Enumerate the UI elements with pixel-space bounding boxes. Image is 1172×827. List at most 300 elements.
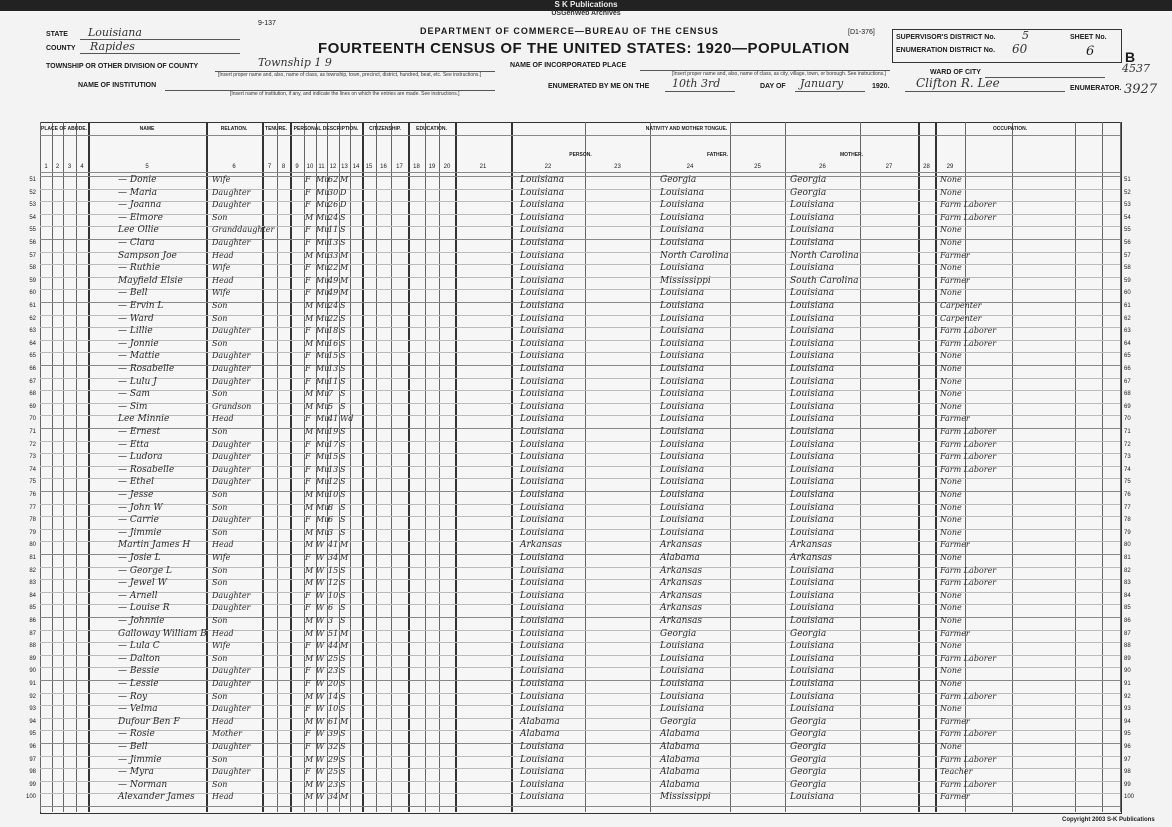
relation: Son	[212, 653, 228, 663]
mother-birthplace: Georgia	[790, 175, 827, 185]
race: W	[316, 729, 325, 739]
row-number-left: 74	[29, 466, 36, 473]
father-birthplace: Arkansas	[660, 578, 703, 589]
occupation: None	[940, 225, 962, 235]
sex: M	[305, 565, 314, 575]
relation: Daughter	[212, 187, 251, 197]
age: 23	[328, 666, 339, 676]
row-number-left: 69	[29, 403, 36, 410]
father-birthplace: Louisiana	[660, 200, 705, 211]
father-birthplace: Louisiana	[660, 212, 705, 223]
race: W	[316, 565, 325, 575]
mother-birthplace: Louisiana	[790, 490, 835, 500]
occupation: None	[940, 187, 962, 197]
ward-label: WARD OF CITY	[930, 69, 981, 76]
relation: Son	[212, 565, 228, 575]
marital-status: S	[340, 212, 346, 222]
nativity-subheading: PERSON.	[569, 152, 592, 158]
person-name: — Bell	[118, 288, 148, 299]
column-number: 28	[923, 164, 930, 170]
column-group-heading: OCCUPATION.	[992, 126, 1028, 132]
occupation: None	[940, 704, 962, 714]
father-birthplace: Georgia	[660, 628, 697, 639]
column-divider	[1120, 122, 1121, 812]
sex: F	[305, 590, 311, 600]
row-number-left: 87	[29, 630, 36, 637]
person-name: — Jonnie	[118, 338, 159, 349]
occupation: Farmer	[940, 628, 970, 638]
age: 49	[328, 288, 339, 298]
occupation: None	[940, 679, 962, 688]
row-number-right: 89	[1124, 655, 1131, 662]
race: Mu	[316, 187, 330, 197]
age: 25	[328, 767, 339, 777]
row-number-left: 86	[29, 618, 36, 624]
occupation: None	[940, 502, 962, 512]
occupation: None	[940, 553, 962, 562]
birthplace: Alabama	[520, 729, 560, 740]
row-number-left: 76	[29, 492, 36, 498]
occupation: Farmer	[940, 275, 970, 285]
marital-status: D	[340, 200, 347, 210]
occupation: Teacher	[940, 767, 973, 777]
person-name: — Carrie	[118, 515, 159, 526]
birthplace: Louisiana	[520, 767, 565, 778]
race: Mu	[316, 439, 330, 449]
row-number-left: 55	[29, 227, 36, 234]
row-number-left: 90	[29, 668, 36, 675]
row-number-right: 80	[1124, 542, 1131, 549]
occupation: Farmer	[940, 414, 970, 424]
row-number-left: 58	[29, 265, 36, 272]
race: Mu	[316, 376, 330, 386]
row-number-right: 68	[1124, 391, 1131, 398]
row-number-left: 68	[29, 391, 36, 398]
race: Mu	[316, 288, 330, 298]
race: W	[316, 590, 325, 600]
birthplace: Louisiana	[520, 427, 565, 437]
occupation: Farm Laborer	[940, 691, 997, 701]
sex: M	[305, 779, 314, 789]
person-name: — Mattie	[118, 351, 160, 362]
father-birthplace: Louisiana	[660, 313, 705, 324]
marital-status: M	[340, 288, 349, 298]
person-name: — Norman	[118, 779, 168, 790]
marital-status: M	[340, 540, 349, 550]
supervisor-district-value: 5	[1022, 29, 1029, 42]
sex: M	[305, 427, 314, 436]
row-number-left: 78	[29, 517, 36, 524]
father-birthplace: Louisiana	[660, 653, 705, 664]
birthplace: Louisiana	[520, 338, 565, 349]
age: 10	[328, 490, 339, 499]
month-underline	[795, 91, 865, 92]
sex: M	[305, 792, 314, 802]
person-name: — Johnnie	[118, 616, 165, 626]
column-number: 10	[306, 164, 314, 170]
row-number-right: 62	[1124, 315, 1131, 322]
supervisor-district-label: SUPERVISOR'S DISTRICT No.	[896, 34, 996, 41]
row-number-left: 89	[29, 655, 36, 662]
person-name: Dufour Ben F	[118, 716, 180, 727]
county-label: COUNTY	[46, 45, 76, 52]
mother-birthplace: Arkansas	[790, 553, 833, 563]
race: Mu	[316, 477, 330, 487]
row-number-right: 66	[1124, 366, 1131, 372]
row-number-left: 53	[29, 202, 36, 209]
row-number-left: 56	[29, 240, 36, 246]
mother-birthplace: Louisiana	[790, 212, 835, 223]
occupation: Farm Laborer	[940, 212, 997, 222]
row-number-right: 97	[1124, 756, 1131, 763]
age: 26	[328, 200, 339, 210]
mother-birthplace: Louisiana	[790, 326, 835, 337]
marital-status: S	[340, 351, 346, 361]
occupation: Farm Laborer	[940, 729, 997, 739]
birthplace: Louisiana	[520, 464, 565, 475]
age: 44	[328, 641, 339, 651]
relation: Daughter	[212, 704, 251, 714]
marital-status: D	[340, 187, 347, 197]
race: W	[316, 553, 325, 562]
occupation: None	[940, 666, 962, 676]
person-name: — Etta	[118, 439, 150, 450]
birthplace: Louisiana	[520, 515, 565, 526]
sex: F	[305, 200, 311, 210]
person-name: — Ludora	[118, 452, 163, 463]
occupation: Farm Laborer	[940, 338, 997, 348]
row-number-right: 51	[1124, 177, 1131, 183]
row-number-left: 61	[29, 303, 36, 309]
father-birthplace: Louisiana	[660, 452, 705, 463]
person-name: — Jesse	[118, 490, 154, 500]
birthplace: Louisiana	[520, 439, 565, 450]
race: W	[316, 704, 325, 714]
occupation: Carpenter	[940, 301, 982, 310]
father-birthplace: Arkansas	[660, 565, 703, 576]
column-number: 15	[365, 164, 373, 170]
marital-status: S	[340, 313, 346, 323]
marital-status: S	[340, 389, 346, 399]
person-name: Lee Minnie	[118, 414, 170, 425]
row-number-right: 87	[1124, 630, 1131, 637]
sex: F	[305, 603, 311, 613]
occupation: None	[940, 616, 962, 625]
birthplace: Louisiana	[520, 502, 565, 513]
mother-birthplace: Louisiana	[790, 263, 835, 274]
mother-birthplace: Louisiana	[790, 301, 835, 311]
birthplace: Louisiana	[520, 490, 565, 500]
relation: Son	[212, 301, 228, 310]
father-birthplace: Georgia	[660, 716, 697, 727]
sex: M	[305, 401, 314, 411]
birthplace: Louisiana	[520, 691, 565, 702]
sex: M	[305, 527, 314, 537]
banner-line-2: USGenWeb Archives	[551, 10, 621, 17]
birthplace: Louisiana	[520, 603, 565, 614]
race: Mu	[316, 250, 330, 260]
birthplace: Louisiana	[520, 452, 565, 463]
birthplace: Louisiana	[520, 553, 565, 563]
person-name: — Josie L	[118, 553, 161, 563]
occupation: None	[940, 515, 962, 525]
row-number-right: 75	[1124, 479, 1131, 486]
township-label: TOWNSHIP OR OTHER DIVISION OF COUNTY	[46, 63, 199, 70]
mother-birthplace: Louisiana	[790, 679, 835, 689]
row-number-left: 97	[29, 756, 36, 763]
sex: F	[305, 263, 311, 273]
row-number-right: 99	[1124, 781, 1131, 788]
row-number-left: 77	[29, 504, 36, 511]
age: 18	[328, 326, 339, 336]
row-number-right: 70	[1124, 416, 1131, 423]
sex: F	[305, 666, 311, 676]
occupation: None	[940, 641, 962, 651]
marital-status: S	[340, 527, 346, 537]
occupation: None	[940, 389, 962, 399]
row-number-right: 69	[1124, 403, 1131, 410]
row-number-left: 100	[25, 794, 36, 801]
occupation: Farm Laborer	[940, 779, 997, 789]
age: 61	[328, 716, 339, 726]
mother-birthplace: Louisiana	[790, 238, 835, 248]
person-name: Alexander James	[118, 792, 195, 803]
marital-status: S	[340, 754, 346, 764]
relation: Son	[212, 212, 228, 222]
race: Mu	[316, 414, 330, 424]
father-birthplace: Alabama	[660, 553, 700, 563]
occupation: Farmer	[940, 250, 970, 260]
mother-birthplace: Louisiana	[790, 666, 835, 677]
mother-birthplace: Louisiana	[790, 603, 835, 614]
race: W	[316, 603, 325, 613]
row-number-right: 84	[1124, 592, 1131, 599]
race: W	[316, 641, 325, 651]
row-number-right: 65	[1124, 353, 1131, 360]
sex: M	[305, 502, 314, 512]
race: Mu	[316, 212, 330, 222]
age: 11	[328, 376, 339, 386]
person-name: — Ward	[118, 313, 154, 324]
sex: M	[305, 301, 314, 310]
relation: Daughter	[212, 464, 251, 474]
enumerated-month: January	[800, 77, 844, 90]
age: 41	[328, 414, 339, 424]
age: 20	[328, 679, 339, 688]
race: Mu	[316, 275, 330, 285]
occupation: None	[940, 175, 962, 184]
column-number: 13	[341, 164, 348, 170]
age: 13	[328, 464, 339, 474]
relation: Daughter	[212, 477, 251, 487]
sex: F	[305, 288, 311, 298]
relation: Son	[212, 490, 228, 499]
birthplace: Louisiana	[520, 477, 565, 488]
sex: F	[305, 553, 311, 562]
race: W	[316, 742, 325, 751]
row-number-right: 76	[1124, 492, 1131, 498]
marital-status: S	[340, 464, 346, 474]
relation: Daughter	[212, 238, 251, 247]
birthplace: Louisiana	[520, 263, 565, 274]
age: 11	[328, 225, 339, 235]
person-name: — Arnell	[118, 590, 158, 601]
race: Mu	[316, 351, 330, 361]
birthplace: Louisiana	[520, 200, 565, 211]
relation: Daughter	[212, 742, 251, 751]
marital-status: M	[340, 792, 349, 802]
person-name: — Rosabelle	[118, 364, 175, 374]
sex: F	[305, 175, 311, 184]
column-group-heading: PERSONAL DESCRIPTION.	[293, 126, 359, 132]
occupation: None	[940, 376, 962, 386]
row-number-left: 84	[29, 592, 36, 599]
column-number: 29	[946, 164, 954, 170]
mother-birthplace: Louisiana	[790, 313, 835, 324]
birthplace: Arkansas	[520, 540, 563, 551]
age: 15	[328, 351, 339, 361]
relation: Son	[212, 338, 228, 348]
person-name: — Joanna	[118, 200, 162, 211]
age: 10	[328, 704, 339, 714]
birthplace: Louisiana	[520, 351, 565, 362]
age: 3	[328, 527, 334, 537]
birthplace: Louisiana	[520, 401, 565, 412]
mother-birthplace: Georgia	[790, 742, 827, 752]
occupation: None	[940, 742, 962, 751]
mother-birthplace: Georgia	[790, 779, 827, 790]
occupation: Farmer	[940, 792, 970, 802]
row-number-left: 72	[29, 441, 36, 448]
relation: Wife	[212, 175, 231, 184]
mother-birthplace: Georgia	[790, 187, 827, 198]
person-name: — Dalton	[118, 653, 161, 664]
marital-status: M	[340, 175, 349, 184]
row-number-right: 74	[1124, 466, 1131, 473]
person-name: — Myra	[118, 767, 154, 778]
incorporated-hint: [Insert proper name and, also, name of class, as city, village, town, or borough. See instructions.]	[672, 71, 886, 77]
birthplace: Louisiana	[520, 578, 565, 589]
mother-birthplace: Georgia	[790, 716, 827, 727]
age: 32	[328, 742, 339, 751]
race: Mu	[316, 452, 330, 462]
father-birthplace: Alabama	[660, 767, 700, 778]
race: Mu	[316, 313, 330, 323]
mother-birthplace: Louisiana	[790, 351, 835, 362]
marital-status: S	[340, 502, 346, 512]
row-number-right: 73	[1124, 454, 1131, 461]
sex: F	[305, 351, 311, 361]
person-name: Galloway William B	[118, 628, 207, 639]
age: 12	[328, 477, 339, 487]
marital-status: S	[340, 238, 346, 247]
relation: Son	[212, 389, 228, 399]
mother-birthplace: Arkansas	[790, 540, 833, 551]
column-number: 6	[232, 164, 236, 170]
column-number: 27	[885, 164, 893, 170]
column-number: 24	[686, 164, 694, 170]
column-number: 9	[295, 164, 299, 170]
race: Mu	[316, 502, 330, 512]
relation: Daughter	[212, 200, 251, 210]
father-birthplace: Louisiana	[660, 490, 705, 500]
row-number-right: 96	[1124, 744, 1131, 750]
marital-status: S	[340, 427, 346, 436]
race: Mu	[316, 427, 330, 436]
marital-status: S	[340, 729, 346, 739]
marital-status: M	[340, 250, 349, 260]
race: W	[316, 779, 325, 789]
father-birthplace: Louisiana	[660, 376, 705, 387]
column-number: 16	[380, 164, 387, 170]
birthplace: Louisiana	[520, 742, 565, 752]
row-number-right: 86	[1124, 618, 1131, 624]
sex: M	[305, 540, 314, 550]
mother-birthplace: Louisiana	[790, 389, 835, 400]
father-birthplace: Louisiana	[660, 641, 705, 652]
occupation: None	[940, 603, 962, 613]
sex: F	[305, 452, 311, 462]
relation: Head	[212, 628, 234, 638]
mother-birthplace: Louisiana	[790, 590, 835, 601]
birthplace: Louisiana	[520, 250, 565, 261]
marital-status: S	[340, 452, 346, 462]
incorporated-place-label: NAME OF INCORPORATED PLACE	[510, 62, 627, 69]
race: Mu	[316, 326, 330, 336]
race: Mu	[316, 200, 330, 210]
banner-line-1: S K Publications	[554, 0, 618, 9]
age: 41	[328, 540, 339, 550]
age: 15	[328, 565, 339, 575]
row-number-right: 93	[1124, 706, 1131, 713]
father-birthplace: Louisiana	[660, 288, 705, 299]
column-number: 22	[544, 164, 552, 170]
father-birthplace: Louisiana	[660, 691, 705, 702]
row-number-right: 92	[1124, 693, 1131, 700]
sex: F	[305, 767, 311, 777]
row-number-left: 67	[29, 378, 36, 385]
age: 15	[328, 452, 339, 462]
relation: Daughter	[212, 326, 251, 336]
mother-birthplace: Louisiana	[790, 653, 835, 664]
person-name: — Clara	[118, 238, 155, 248]
mother-birthplace: Louisiana	[790, 578, 835, 589]
father-birthplace: Alabama	[660, 754, 700, 765]
marital-status: S	[340, 225, 346, 235]
row-number-left: 80	[29, 542, 36, 549]
father-birthplace: North Carolina	[660, 250, 729, 261]
age: 8	[328, 502, 334, 512]
row-number-right: 57	[1124, 252, 1131, 259]
mother-birthplace: Louisiana	[790, 565, 835, 576]
person-name: — Elmore	[118, 212, 163, 223]
margin-number: 3927	[1124, 82, 1158, 97]
father-birthplace: Louisiana	[660, 263, 705, 274]
occupation: Carpenter	[940, 313, 982, 323]
day-of-label: DAY OF	[760, 83, 786, 90]
column-group-heading: RELATION.	[220, 126, 248, 132]
race: Mu	[316, 175, 330, 184]
mother-birthplace: Louisiana	[790, 288, 835, 299]
person-name: — Ervin L	[118, 301, 164, 311]
person-name: — Bessie	[118, 666, 160, 677]
occupation: Farm Laborer	[940, 653, 997, 663]
sheet-letter: B	[1125, 49, 1136, 65]
column-group-heading: PLACE OF ABODE.	[41, 126, 87, 132]
row-number-left: 85	[29, 605, 36, 612]
person-name: — Sim	[118, 401, 148, 412]
person-name: — Lessie	[118, 679, 159, 689]
